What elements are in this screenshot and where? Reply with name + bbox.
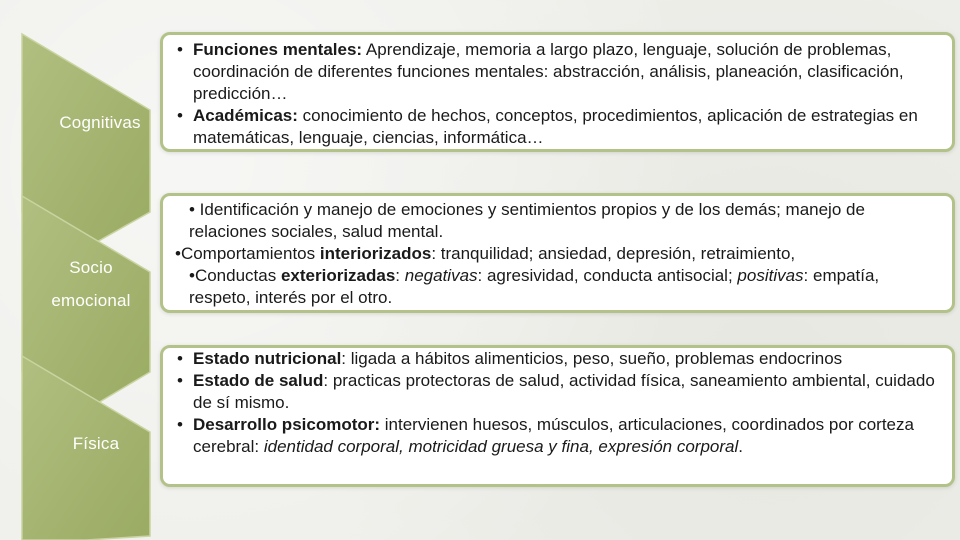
item-text: conocimiento de hechos, conceptos, procedimientos, aplicación de estrategias en matemáticas, lenguaje, ciencias, informática… — [193, 106, 918, 147]
item-heading: Desarrollo psicomotor: — [193, 415, 381, 434]
item-text: intervienen huesos, músculos, articulaciones, coordinados por corteza cerebral: — [193, 415, 914, 456]
socio-text-exteriorizadas-pre: •Conductas — [189, 266, 281, 285]
label-socioemocional — [30, 255, 152, 313]
socio-text-emociones: • Identificación y manejo de emociones y sentimientos propios y de los demás; manejo de relaciones sociales, salud mental. — [189, 200, 865, 241]
socio-keyword-positivas: positivas — [737, 266, 804, 285]
label-cognitivas-text: Cognitivas — [59, 113, 141, 132]
label-socio-line2: emocional — [51, 291, 131, 310]
item-text: Aprendizaje, memoria a largo plazo, lenguaje, solución de problemas, coordinación de diferentes funciones mentales: abstracción, análisis, planeación, clasificación, predicción… — [193, 40, 904, 103]
item-heading: Estado nutricional — [193, 349, 342, 368]
label-fisica-text: Física — [72, 434, 120, 453]
socio-text-interiorizados-post: : tranquilidad; ansiedad, depresión, retraimiento, — [431, 244, 796, 263]
label-fisica — [36, 431, 156, 456]
item-italic-text: identidad corporal, motricidad gruesa y fina, expresión corporal — [263, 437, 739, 456]
socio-keyword-negativas: negativas — [404, 266, 478, 285]
item-heading: Académicas: — [193, 106, 298, 125]
list-item — [173, 105, 940, 149]
socio-text-interiorizados-pre: •Comportamientos — [175, 244, 320, 263]
content-box-cognitivas — [160, 32, 955, 152]
item-text: : practicas protectoras de salud, actividad física, saneamiento ambiental, cuidado de sí mismo. — [193, 371, 935, 412]
label-cognitivas — [40, 110, 160, 135]
content-box-socioemocional — [160, 193, 955, 313]
list-item — [173, 370, 940, 414]
label-socio-line1: Socio — [69, 258, 113, 277]
socio-text-negativas: : agresividad, conducta antisocial; — [477, 266, 738, 285]
socio-text-positivas: : empatía, respeto, interés por el otro. — [189, 266, 880, 307]
item-end-punct: . — [738, 437, 743, 456]
socio-keyword-interiorizados: interiorizados — [319, 244, 432, 263]
item-text: : ligada a hábitos alimenticios, peso, sueño, problemas endocrinos — [341, 349, 843, 368]
socio-line-interiorizados — [175, 243, 940, 265]
list-item — [173, 39, 940, 105]
item-heading: Funciones mentales: — [193, 40, 363, 59]
socio-text-colon: : — [395, 266, 405, 285]
list-item — [173, 414, 940, 458]
socio-line-emociones — [175, 199, 940, 243]
list-item — [173, 348, 940, 370]
cognitivas-list — [173, 39, 940, 149]
socio-keyword-exteriorizadas: exteriorizadas — [280, 266, 396, 285]
socio-line-exteriorizadas — [175, 265, 940, 309]
fisica-list — [173, 348, 940, 458]
item-heading: Estado de salud — [193, 371, 324, 390]
content-box-fisica — [160, 345, 955, 487]
